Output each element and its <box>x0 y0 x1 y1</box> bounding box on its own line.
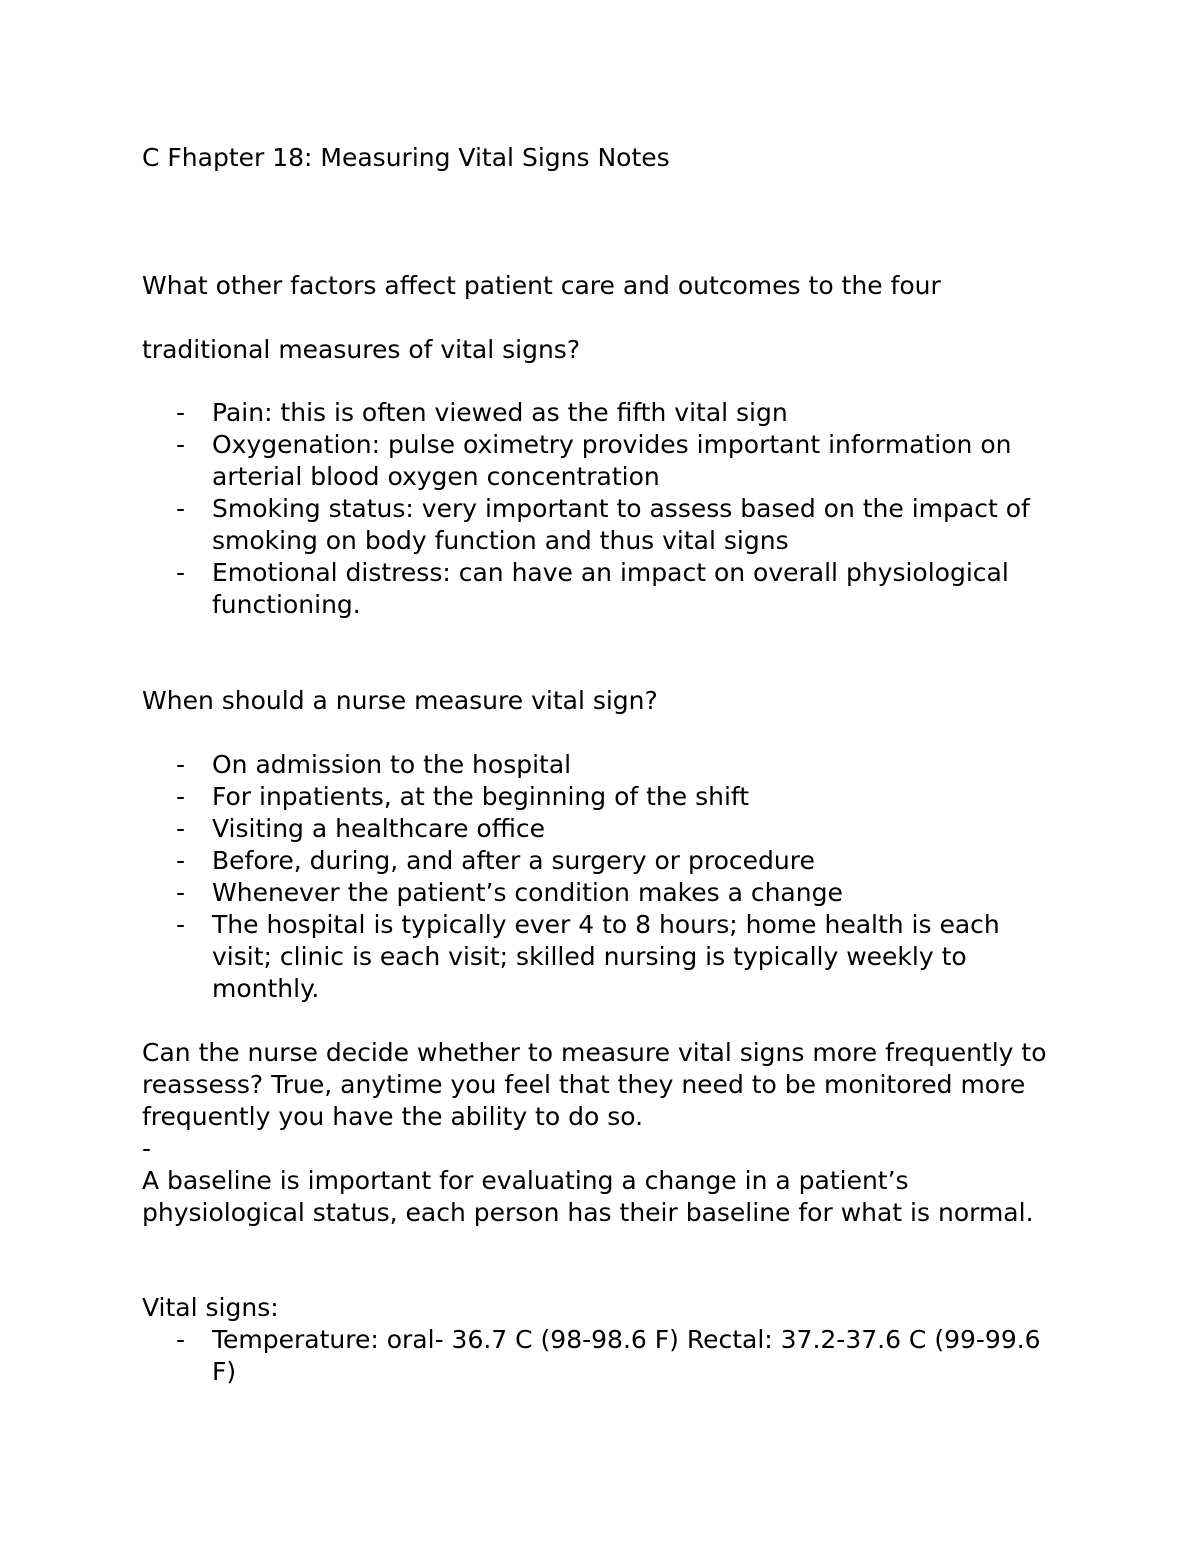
bullet-marker: - <box>176 750 186 779</box>
list-item-text: Emotional distress: can have an impact on overall physiological functioning. <box>212 558 1009 619</box>
bullet-marker: - <box>176 430 186 459</box>
question-factors-line2: traditional measures of vital signs? <box>142 335 581 364</box>
question-factors-line1: What other factors affect patient care and outcomes to the four <box>142 271 941 300</box>
list-item <box>142 557 1052 621</box>
list-item-text: Smoking status: very important to assess based on the impact of smoking on body function and thus vital signs <box>212 494 1030 555</box>
bullet-marker: - <box>176 398 186 427</box>
vital-signs-list <box>142 1324 1052 1388</box>
baseline-paragraph: A baseline is important for evaluating a change in a patient’s physiological status, each person has their baseline for what is normal. <box>142 1166 1034 1227</box>
bullet-marker: - <box>176 494 186 523</box>
list-item-text: Temperature: oral- 36.7 C (98-98.6 F) Rectal: 37.2-37.6 C (99-99.6 F) <box>212 1325 1041 1386</box>
list-item-text: Visiting a healthcare office <box>212 814 545 843</box>
list-item <box>142 909 1052 1005</box>
bullet-marker: - <box>176 814 186 843</box>
page-title: C Fhapter 18: Measuring Vital Signs Notes <box>142 143 670 172</box>
list-item-text: The hospital is typically ever 4 to 8 hours; home health is each visit; clinic is each visit; skilled nursing is typically weekly to monthly. <box>212 910 1000 1003</box>
list-item <box>142 813 1052 845</box>
list-item-text: For inpatients, at the beginning of the shift <box>212 782 750 811</box>
bullet-marker: - <box>176 846 186 875</box>
list-item <box>142 877 1052 909</box>
list-item-text: Whenever the patient’s condition makes a change <box>212 878 843 907</box>
bullet-marker: - <box>176 878 186 907</box>
bullet-marker: - <box>176 1325 186 1354</box>
when-measure-list <box>142 749 1052 1005</box>
reassess-paragraph: Can the nurse decide whether to measure vital signs more frequently to reassess? True, anytime you feel that they need to be monitored more frequently you have the ability to do so. <box>142 1038 1047 1131</box>
list-item-text: Oxygenation: pulse oximetry provides important information on arterial blood oxygen concentration <box>212 430 1012 491</box>
question-when-measure: When should a nurse measure vital sign? <box>142 686 658 715</box>
list-item-text: Pain: this is often viewed as the fifth vital sign <box>212 398 788 427</box>
list-item <box>142 1324 1052 1388</box>
list-item <box>142 493 1052 557</box>
vital-signs-heading: Vital signs: <box>142 1293 279 1322</box>
list-item-text: Before, during, and after a surgery or procedure <box>212 846 815 875</box>
list-item-text: On admission to the hospital <box>212 750 572 779</box>
factors-list <box>142 397 1052 621</box>
list-item <box>142 397 1052 429</box>
bullet-marker: - <box>176 558 186 587</box>
bullet-marker: - <box>176 910 186 939</box>
bullet-marker: - <box>176 782 186 811</box>
list-item <box>142 429 1052 493</box>
list-item <box>142 781 1052 813</box>
list-item <box>142 845 1052 877</box>
list-item <box>142 749 1052 781</box>
standalone-dash: - <box>142 1134 152 1163</box>
